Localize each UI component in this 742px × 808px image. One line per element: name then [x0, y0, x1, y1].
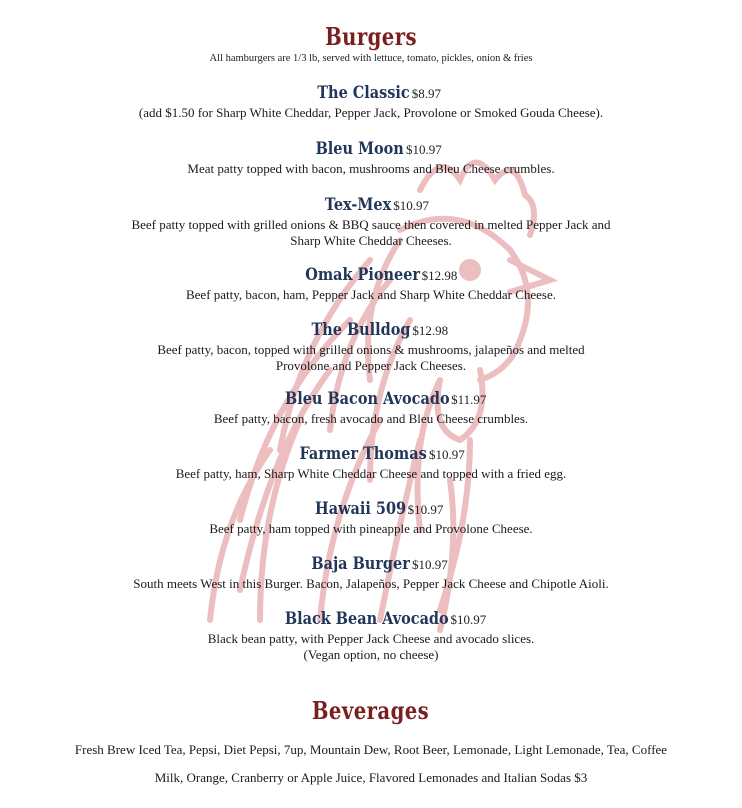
item-description: Beef patty, ham, Sharp White Cheddar Cheese and topped with a fried egg.: [175, 466, 567, 481]
menu-item-baja-burger: [0, 553, 742, 592]
item-name: Tex-Mex: [324, 195, 392, 215]
item-name: Bleu Moon: [315, 139, 405, 159]
item-price: $12.98: [412, 323, 449, 338]
item-name: Hawaii 509: [314, 499, 406, 519]
item-price: $8.97: [411, 86, 441, 101]
menu-item-the-bulldog: [0, 319, 742, 374]
item-name: Farmer Thomas: [299, 444, 427, 464]
item-description: Beef patty, bacon, ham, Pepper Jack and Sharp White Cheddar Cheese.: [185, 287, 557, 302]
item-price: $10.97: [407, 502, 444, 517]
beverages-line: Fresh Brew Iced Tea, Pepsi, Diet Pepsi, 7up, Mountain Dew, Root Beer, Lemonade, Light Lemonade, Tea, Coffee: [74, 742, 668, 757]
item-name: Baja Burger: [311, 554, 411, 574]
item-price: $12.98: [421, 268, 458, 283]
menu-item-omak-pioneer: [0, 264, 742, 303]
menu-item-bleu-bacon-avocado: [0, 388, 742, 427]
item-description: Beef patty, bacon, fresh avocado and Bleu Cheese crumbles.: [213, 411, 529, 426]
item-price: $10.97: [450, 612, 487, 627]
item-name: Omak Pioneer: [304, 265, 420, 285]
item-description: Provolone and Pepper Jack Cheeses.: [275, 358, 467, 373]
menu-item-farmer-thomas: [0, 443, 742, 482]
item-description: Beef patty, ham topped with pineapple and Provolone Cheese.: [209, 521, 533, 536]
menu-item-tex-mex: [0, 194, 742, 249]
menu-item-the-classic: [0, 82, 742, 121]
item-description: Meat patty topped with bacon, mushrooms and Bleu Cheese crumbles.: [187, 161, 555, 176]
item-price: $10.97: [412, 557, 448, 572]
item-price: $10.97: [428, 447, 465, 462]
item-description: Black bean patty, with Pepper Jack Cheese and avocado slices.: [207, 631, 535, 646]
item-price: $10.97: [406, 142, 442, 157]
item-price: $10.97: [393, 198, 429, 213]
item-price: $11.97: [451, 392, 487, 407]
burgers-section-title: Burgers: [325, 22, 417, 51]
item-description: (add $1.50 for Sharp White Cheddar, Pepper Jack, Provolone or Smoked Gouda Cheese).: [138, 105, 604, 120]
menu-item-hawaii-509: [0, 498, 742, 537]
menu-item-black-bean-avocado: [0, 608, 742, 663]
item-description: (Vegan option, no cheese): [303, 647, 439, 662]
menu-item-bleu-moon: [0, 138, 742, 177]
item-name: The Bulldog: [311, 320, 411, 340]
beverages-section-title: Beverages: [312, 696, 430, 725]
item-description: Beef patty, bacon, topped with grilled onions & mushrooms, jalapeños and melted: [157, 342, 585, 357]
item-description: Beef patty topped with grilled onions & BBQ sauce then covered in melted Pepper Jack and: [131, 217, 611, 232]
item-name: Black Bean Avocado: [284, 609, 449, 629]
item-description: Sharp White Cheddar Cheeses.: [290, 233, 452, 248]
beverages-line: Milk, Orange, Cranberry or Apple Juice, Flavored Lemonades and Italian Sodas $3: [154, 770, 588, 785]
burgers-subtitle: All hamburgers are 1/3 lb, served with lettuce, tomato, pickles, onion & fries: [209, 53, 533, 64]
item-name: Bleu Bacon Avocado: [284, 389, 450, 409]
item-description: South meets West in this Burger. Bacon, Jalapeños, Pepper Jack Cheese and Chipotle Aioli.: [133, 576, 609, 591]
item-name: The Classic: [317, 83, 410, 103]
